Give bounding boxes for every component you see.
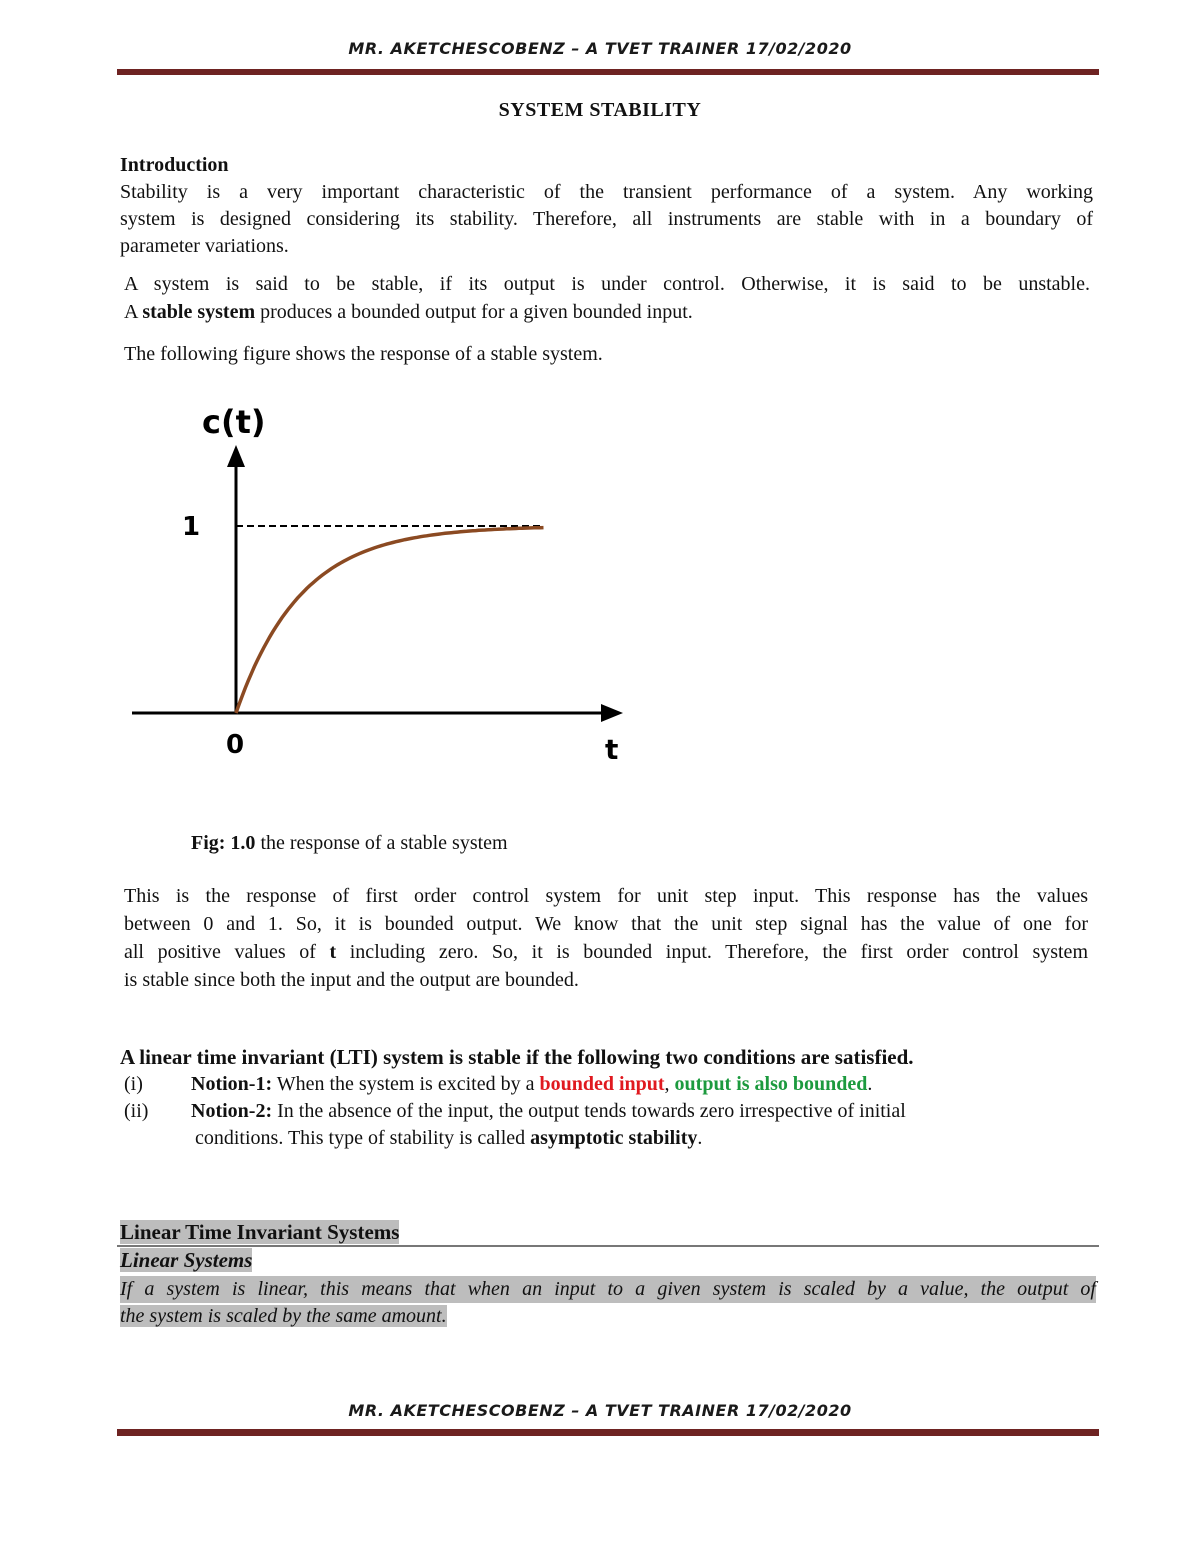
stable-response-chart: [120, 395, 640, 785]
page-footer: MR. AKETCHESCOBENZ – A TVET TRAINER 17/02/2020: [348, 1401, 852, 1420]
intro-line-2: system is designed considering its stability. Therefore, all instruments are stable with in a boundary of: [120, 208, 1093, 230]
y-tick-label: 1: [182, 512, 201, 542]
notion-2-number: (ii): [124, 1100, 149, 1122]
y-axis-label: c(t): [202, 403, 266, 441]
stable-definition: [124, 270, 1090, 326]
page-header: MR. AKETCHESCOBENZ – A TVET TRAINER 17/02/2020: [348, 39, 852, 58]
linear-systems-definition: [120, 1276, 1096, 1330]
output-bounded-text: output is also bounded: [674, 1073, 868, 1095]
linear-systems-subheading: Linear Systems: [120, 1248, 253, 1272]
intro-section: [120, 152, 1093, 260]
figure-caption-label: Fig: 1.0: [191, 832, 256, 854]
stable-def-line-1: A system is said to be stable, if its output is under control. Otherwise, it is said to be unstable.: [124, 273, 1090, 295]
notion-1: Notion-1: When the system is excited by a bounded input, output is also bounded.: [191, 1073, 873, 1095]
lti-heading: A linear time invariant (LTI) system is stable if the following two conditions are satisfied.: [120, 1045, 914, 1069]
linear-def-line-2: the system is scaled by the same amount.: [120, 1305, 447, 1327]
explanation-line-1: This is the response of first order control system for unit step input. This response has the values: [124, 885, 1088, 907]
stable-system-term: stable system: [142, 301, 256, 323]
x-tick-label: 0: [226, 730, 245, 760]
y-axis-arrow-icon: [227, 445, 245, 467]
notion-1-number: (i): [124, 1073, 143, 1095]
response-curve: [236, 528, 544, 713]
stable-def-line-2: A stable system produces a bounded output for a given bounded input.: [124, 301, 693, 323]
intro-line-1: Stability is a very important characteristic of the transient performance of a system. Any working: [120, 181, 1093, 203]
bounded-input-text: bounded input: [539, 1073, 665, 1095]
lts-rule: [117, 1245, 1099, 1247]
notion-2-continuation: conditions. This type of stability is called asymptotic stability.: [195, 1127, 703, 1149]
footer-rule: [117, 1429, 1099, 1436]
linear-def-line-1: If a system is linear, this means that when an input to a given system is scaled by a value, the output of: [120, 1276, 1096, 1303]
figure-caption-text: the response of a stable system: [255, 832, 508, 854]
explanation-line-3: all positive values of t including zero. So, it is bounded input. Therefore, the first order control system: [124, 941, 1088, 963]
notion-2: Notion-2: In the absence of the input, the output tends towards zero irrespective of initial: [191, 1100, 906, 1122]
intro-heading: Introduction: [120, 154, 229, 176]
explanation-line-2: between 0 and 1. So, it is bounded output. We know that the unit step signal has the value of one for: [124, 913, 1088, 935]
explanation-line-4: is stable since both the input and the output are bounded.: [124, 969, 579, 991]
explanation-paragraph: [124, 882, 1088, 994]
lts-heading: Linear Time Invariant Systems: [120, 1220, 400, 1244]
figure-caption: [191, 832, 508, 855]
page-title: SYSTEM STABILITY: [498, 99, 702, 121]
x-axis-arrow-icon: [601, 704, 623, 722]
figure-intro: The following figure shows the response of a stable system.: [124, 343, 603, 365]
header-rule: [117, 69, 1099, 75]
x-axis-label: t: [605, 733, 619, 766]
intro-line-3: parameter variations.: [120, 235, 289, 257]
asymptotic-stability-term: asymptotic stability: [530, 1127, 698, 1149]
